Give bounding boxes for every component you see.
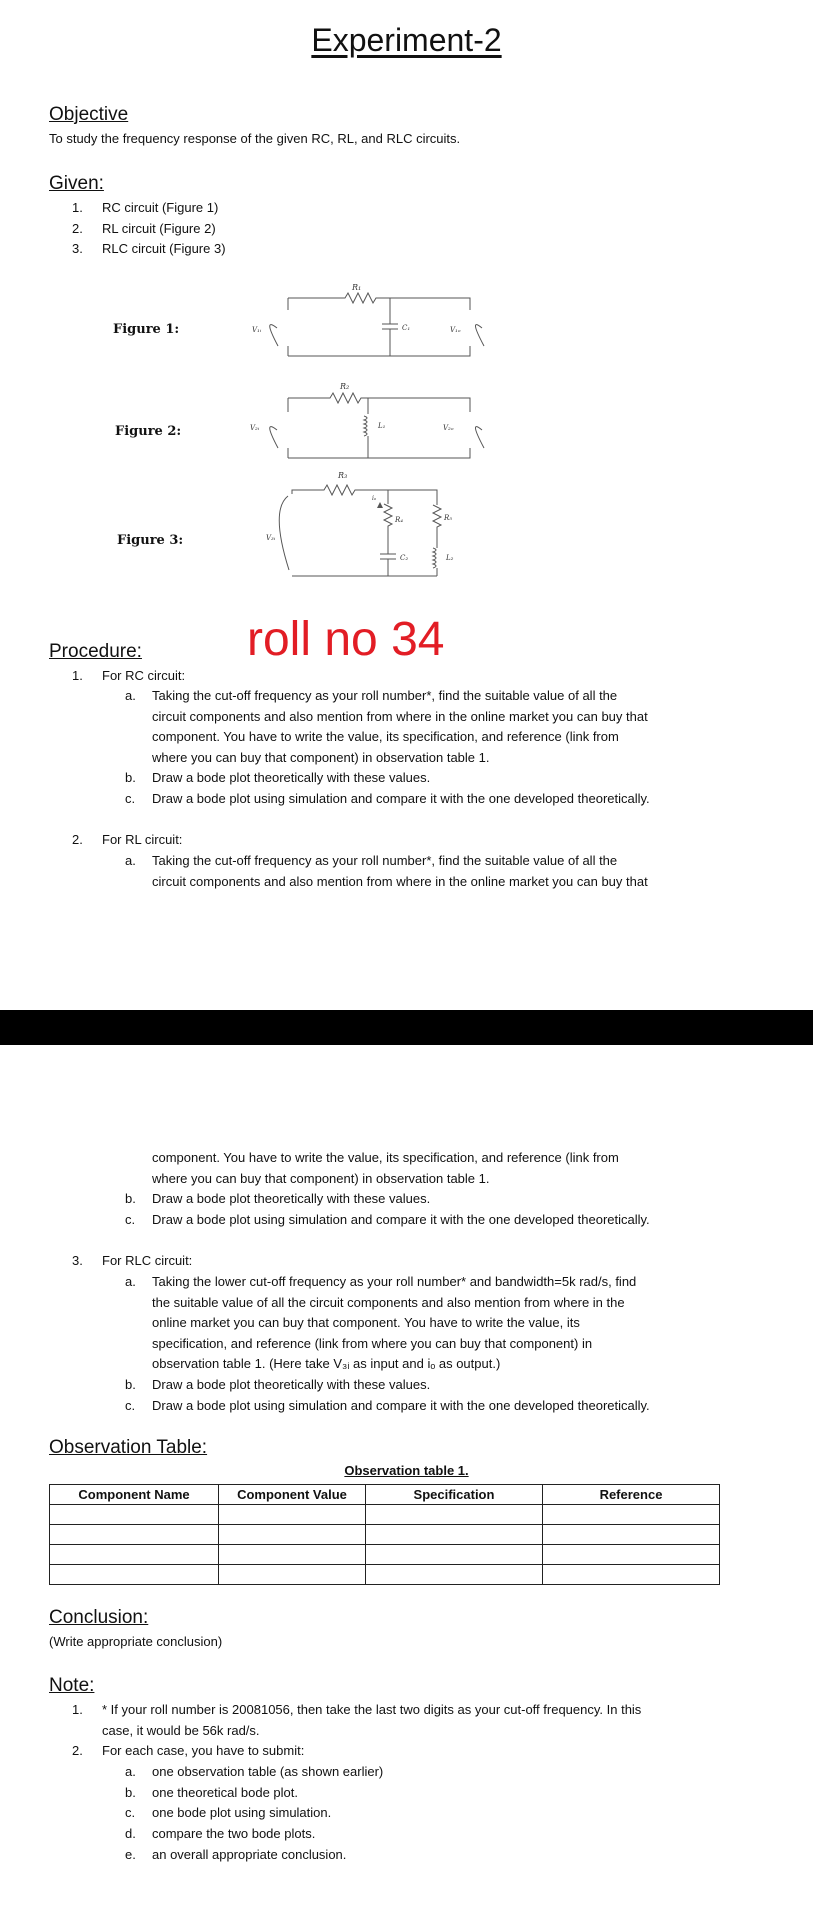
r5-label: R₅ [444,514,453,522]
given-heading: Given: [49,173,104,194]
list-item: 2. RL circuit (Figure 2) [72,220,216,236]
r4-label: R₄ [395,516,404,524]
table-cell [219,1565,366,1585]
figure-1-label: Figure 1: [113,322,180,337]
c1-label: C₁ [402,324,411,332]
table-cell [219,1525,366,1545]
page-separator-band [0,1010,813,1045]
l1-label: L₁ [378,422,386,430]
page-top: Experiment-2 Objective To study the frequency response of the given RC, RL, and RLC circuits. Given: 1. RC circuit (Figure 1) 2. RL circuit (Figure 2) 3. RLC circuit (Figure 3) Figure 1: V₁ᵢ R₁ C₁ V₁ₒ Figure 2: V₂ᵢ R₂ L₁ V₂ₒ Figure 3: V₃ᵢ R₃ iₒ R₄ R₅ C₂ L₂ Procedure: roll no 34 1. For RC circuit: a. Taking the cut-off frequency as your roll number*, find the suitable value of all the circuit components and also mention from where in the online market you can buy that component. You have to write the value, its specification, and reference (link from where you can buy that component) in observation table 1. b. Draw a bode plot theoretically with these values. c. Draw a bode plot using simulation and compare it with the one developed theoretically. 2. For RL circuit: a. Taking the cut-off frequency as your roll number*, find the suitable value of all the circuit components and also mention from where in the online market you can buy that [0,0,813,1010]
l2-label: L₂ [446,554,454,562]
table-cell [50,1545,219,1565]
column-header: Component Name [50,1485,219,1505]
v3i-label: V₃ᵢ [266,534,276,542]
table-cell [50,1525,219,1545]
list-item: 3. RLC circuit (Figure 3) [72,241,226,256]
figure-2-label: Figure 2: [115,424,182,439]
figure-3-label: Figure 3: [117,533,184,548]
table-cell [543,1545,720,1565]
v2i-label: V₂ᵢ [250,424,260,432]
objective-heading: Objective [49,104,129,125]
conclusion-text: (Write appropriate conclusion) [49,1634,223,1649]
column-header: Reference [543,1485,720,1505]
table-header-row [50,1485,720,1505]
c2-label: C₂ [400,554,409,562]
table-cell [50,1505,219,1525]
table-cell [366,1565,543,1585]
objective-text: To study the frequency response of the given RC, RL, and RLC circuits. [49,131,461,146]
table-row [50,1505,720,1525]
column-header: Specification [366,1485,543,1505]
table-cell [366,1545,543,1565]
table-row [50,1565,720,1585]
table-row [50,1545,720,1565]
table-cell [543,1565,720,1585]
figure-2-rl-circuit [250,382,500,460]
figure-1-rc-circuit [250,283,500,358]
table-cell [219,1505,366,1525]
v1o-label: V₁ₒ [450,326,461,334]
observation-heading: Observation Table: [49,1437,208,1458]
r3-label: R₃ [338,471,348,480]
figure-3-rlc-circuit [262,470,482,580]
observation-table [49,1484,720,1585]
column-header: Component Value [219,1485,366,1505]
v1i-label: V₁ᵢ [252,326,262,334]
table-cell [366,1525,543,1545]
r1-label: R₁ [352,283,362,292]
given-list [72,198,226,260]
procedure-heading: Procedure: [49,641,142,662]
list-item: 1. RC circuit (Figure 1) [72,200,219,215]
table-cell [219,1545,366,1565]
table-row [50,1525,720,1545]
io-label: iₒ [372,495,377,502]
observation-table-caption: Observation table 1. [344,1463,469,1478]
table-cell [543,1525,720,1545]
page-title: Experiment-2 [311,22,502,58]
conclusion-heading: Conclusion: [49,1607,149,1628]
table-cell [366,1505,543,1525]
table-cell [543,1505,720,1525]
v2o-label: V₂ₒ [443,424,454,432]
note-heading: Note: [49,1675,95,1696]
table-cell [50,1565,219,1585]
r2-label: R₂ [340,382,350,391]
roll-number-annotation: roll no 34 [247,613,445,666]
